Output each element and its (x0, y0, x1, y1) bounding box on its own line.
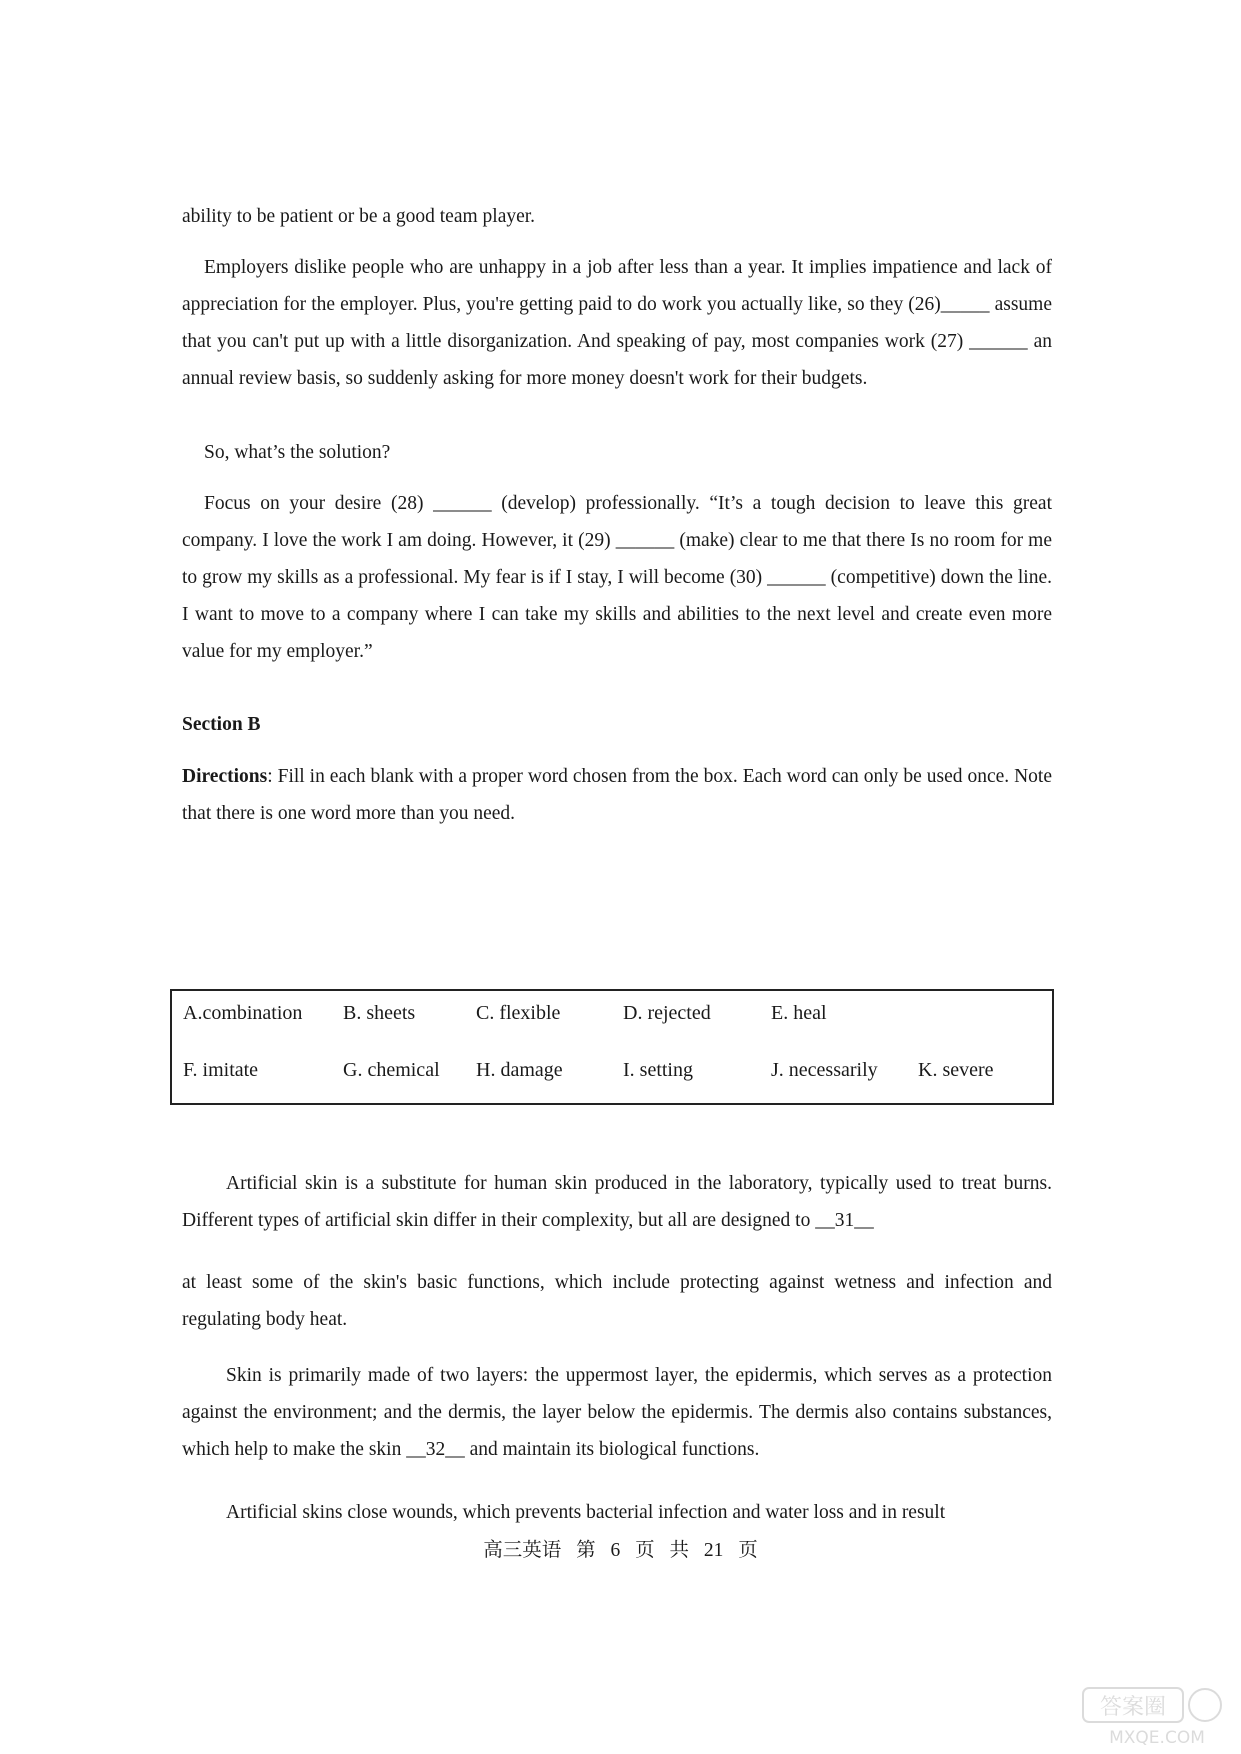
word-box (170, 989, 1054, 1105)
passage-a-paragraph-3: Focus on your desire (28) ______ (develop) professionally. “It’s a tough decision to leave this great company. I love the work I am doing. However, it (29) ______ (make) clear to me that there Is no room for me to grow my skills as a professional. My fear is if I stay, I will become (30) ______ (competitive) down the line. I want to move to a company where I can take my skills and abilities to the next level and create even more value for my employer.” (182, 493, 1052, 662)
footer-total-pages: 共 21 页 (669, 1540, 758, 1561)
word-option: I. setting (623, 1059, 693, 1081)
passage-b-paragraph-2: Skin is primarily made of two layers: the uppermost layer, the epidermis, which serves as a protection against the environment; and the dermis, the layer below the epidermis. The dermis also contains substances, which help to make the skin __32__ and maintain its biological functions. (182, 1365, 1052, 1460)
watermark-logo-text: 答案圈 (1099, 1695, 1167, 1720)
watermark-logo (1081, 1686, 1231, 1748)
word-option: A.combination (183, 1002, 303, 1024)
footer-subject: 高三英语 (483, 1540, 562, 1561)
word-option: F. imitate (183, 1059, 259, 1081)
directions-text: : Fill in each blank with a proper word chosen from the box. Each word can only be used once. Note that there is one word more than you need. (182, 766, 1052, 824)
word-option: K. severe (918, 1059, 994, 1081)
passage-b-paragraph-1a: Artificial skin is a substitute for human skin produced in the laboratory, typically used to treat burns. Different types of artificial skin differ in their complexity, but all are designed to __31__ (182, 1173, 1052, 1231)
directions-label: Directions (182, 766, 268, 787)
footer-page-number: 第 6 页 (576, 1540, 655, 1561)
word-option: H. damage (476, 1059, 563, 1081)
carry-over-line: ability to be patient or be a good team player. (182, 206, 536, 227)
word-option: C. flexible (476, 1002, 561, 1024)
page-footer (0, 1534, 1241, 1562)
word-option: G. chemical (343, 1059, 440, 1081)
passage-b-paragraph-1b: at least some of the skin's basic functions, which include protecting against wetness and infection and regulating body heat. (182, 1272, 1052, 1330)
directions (182, 758, 1052, 832)
word-option: J. necessarily (771, 1059, 878, 1081)
section-heading: Section B (182, 714, 261, 735)
watermark-url: MXQE.COM (1109, 1728, 1205, 1748)
word-option: E. heal (771, 1002, 827, 1024)
word-option: B. sheets (343, 1002, 416, 1024)
passage-a-paragraph-2: So, what’s the solution? (204, 442, 391, 463)
passage-a-paragraph-1: Employers dislike people who are unhappy in a job after less than a year. It implies impatience and lack of appreciation for the employer. Plus, you're getting paid to do work you actually like, so they (26)_____ assume that you can't put up with a little disorganization. And speaking of pay, most companies work (27) ______ an annual review basis, so suddenly asking for more money doesn't work for their budgets. (182, 257, 1052, 389)
word-option: D. rejected (623, 1002, 711, 1024)
passage-b-paragraph-3: Artificial skins close wounds, which prevents bacterial infection and water loss and in result (226, 1502, 946, 1523)
